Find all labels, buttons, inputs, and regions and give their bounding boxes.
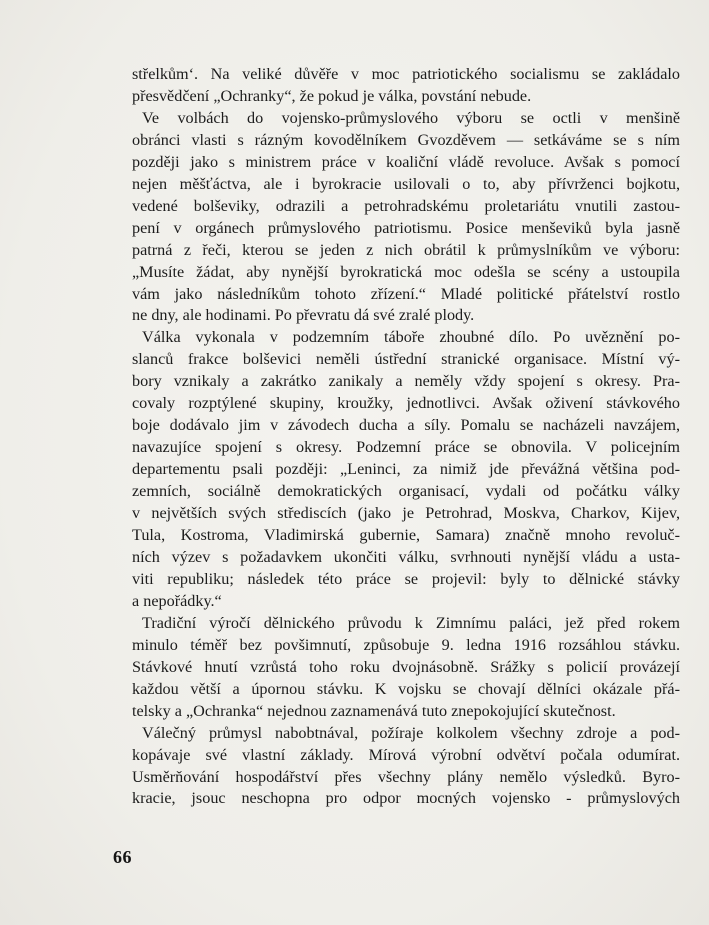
text-line: nejen měšťáctva, ale i byrokracie usilovali o to, aby přívrženci bojkotu, <box>132 174 680 193</box>
paragraph <box>132 108 680 328</box>
text-line: navazujíce spojení s okresy. Podzemní práce se obnovila. V policejním <box>132 438 680 457</box>
text-line: pení v orgánech průmyslového patriotismu. Posice menševiků byla jasně <box>132 218 680 237</box>
text-line: telsky a „Ochranka“ nejednou zaznamenává tuto znepokojující skutečnost. <box>132 701 616 720</box>
text-line: slanců frakce bolševici neměli ústřední stranické organisace. Místní vý- <box>132 350 680 369</box>
text-line: Stávkové hnutí vzrůstá toho roku dvojnásobně. Srážky s policií provázejí <box>132 657 680 676</box>
text-line: kopávaje své vlastní základy. Mírová výrobní odvětví počala odumírat. <box>132 745 680 764</box>
text-line: Ve volbách do vojensko-průmyslového výboru se octli v menšině <box>142 108 680 127</box>
text-line: kracie, jsouc neschopna pro odpor mocných vojensko - průmyslových <box>132 789 680 808</box>
text-line: vám jako následníkům tohoto zřízení.“ Mladé politické přátelství rostlo <box>132 284 680 303</box>
text-line: vedené bolševiky, odrazili a petrohradskému proletariátu vnutili zastou- <box>132 196 680 215</box>
text-line: covaly rozptýlené skupiny, kroužky, jednotlivci. Avšak oživení stávkového <box>132 394 680 413</box>
text-line: přesvědčení „Ochranky“, že pokud je válka, povstání nebude. <box>132 86 532 105</box>
text-line: obránci vlasti s rázným kovodělníkem Gvozděvem — setkáváme se s ním <box>132 130 680 149</box>
text-line: ne dny, ale hodinami. Po převratu dá své zralé plody. <box>132 306 475 325</box>
text-line: Tradiční výročí dělnického průvodu k Zimnímu paláci, jež před rokem <box>142 613 680 632</box>
text-line: střelkům‘. Na veliké důvěře v moc patriotického socialismu se zakládalo <box>132 65 680 83</box>
text-line: později jako s ministrem práce v koaliční vládě revoluce. Avšak s pomocí <box>132 152 680 171</box>
text-line: Válka vykonala v podzemním táboře zhoubné dílo. Po uvěznění po- <box>142 328 680 347</box>
text-line: v největších svých střediscích (jako je Petrohrad, Moskva, Charkov, Kijev, <box>132 504 680 523</box>
text-line: každou větší a úpornou stávku. K vojsku se chovají dělníci okázale přá- <box>132 679 680 698</box>
paragraph <box>132 327 680 612</box>
paragraph <box>132 64 680 108</box>
text-line: viti republiku; následek této práce se projevil: byly to dělnické stávky <box>132 569 680 588</box>
text-line: Usměrňování hospodářství přes všechny plány nemělo výsledků. Byro- <box>132 767 680 786</box>
page-number: 66 <box>113 847 132 867</box>
text-line: Válečný průmysl nabobtnával, požíraje kolkolem všechny zdroje a pod- <box>142 723 680 742</box>
text-line: zemních, sociálně demokratických organisací, vydali od počátku války <box>132 482 680 501</box>
text-line: minulo téměř bez povšimnutí, způsobuje 9. ledna 1916 rozsáhlou stávku. <box>132 635 680 654</box>
text-line: departementu psali později: „Leninci, za nimiž jde převážná většina pod- <box>132 460 680 479</box>
text-line: boje dodávalo jim v závodech ducha a síly. Pomalu se nacházeli navzájem, <box>132 416 680 435</box>
text-line: ních výzev s požadavkem ukončiti válku, svrhnouti nynější vládu a usta- <box>132 547 680 566</box>
text-line: a nepořádky.“ <box>132 591 222 610</box>
text-line: bory vznikaly a zakrátko zanikaly a neměly vždy spojení s okresy. Pra- <box>132 372 680 391</box>
body-text <box>132 64 680 810</box>
text-line: „Musíte žádat, aby nynější byrokratická moc odešla se scény a ustoupila <box>132 262 680 281</box>
paragraph <box>132 613 680 723</box>
paragraph <box>132 723 680 811</box>
text-line: Tula, Kostroma, Vladimirská gubernie, Samara) značně mnoho revoluč- <box>132 526 680 545</box>
text-line: patrná z řeči, kterou se jeden z nich obrátil k průmyslníkům ve výboru: <box>132 240 680 259</box>
